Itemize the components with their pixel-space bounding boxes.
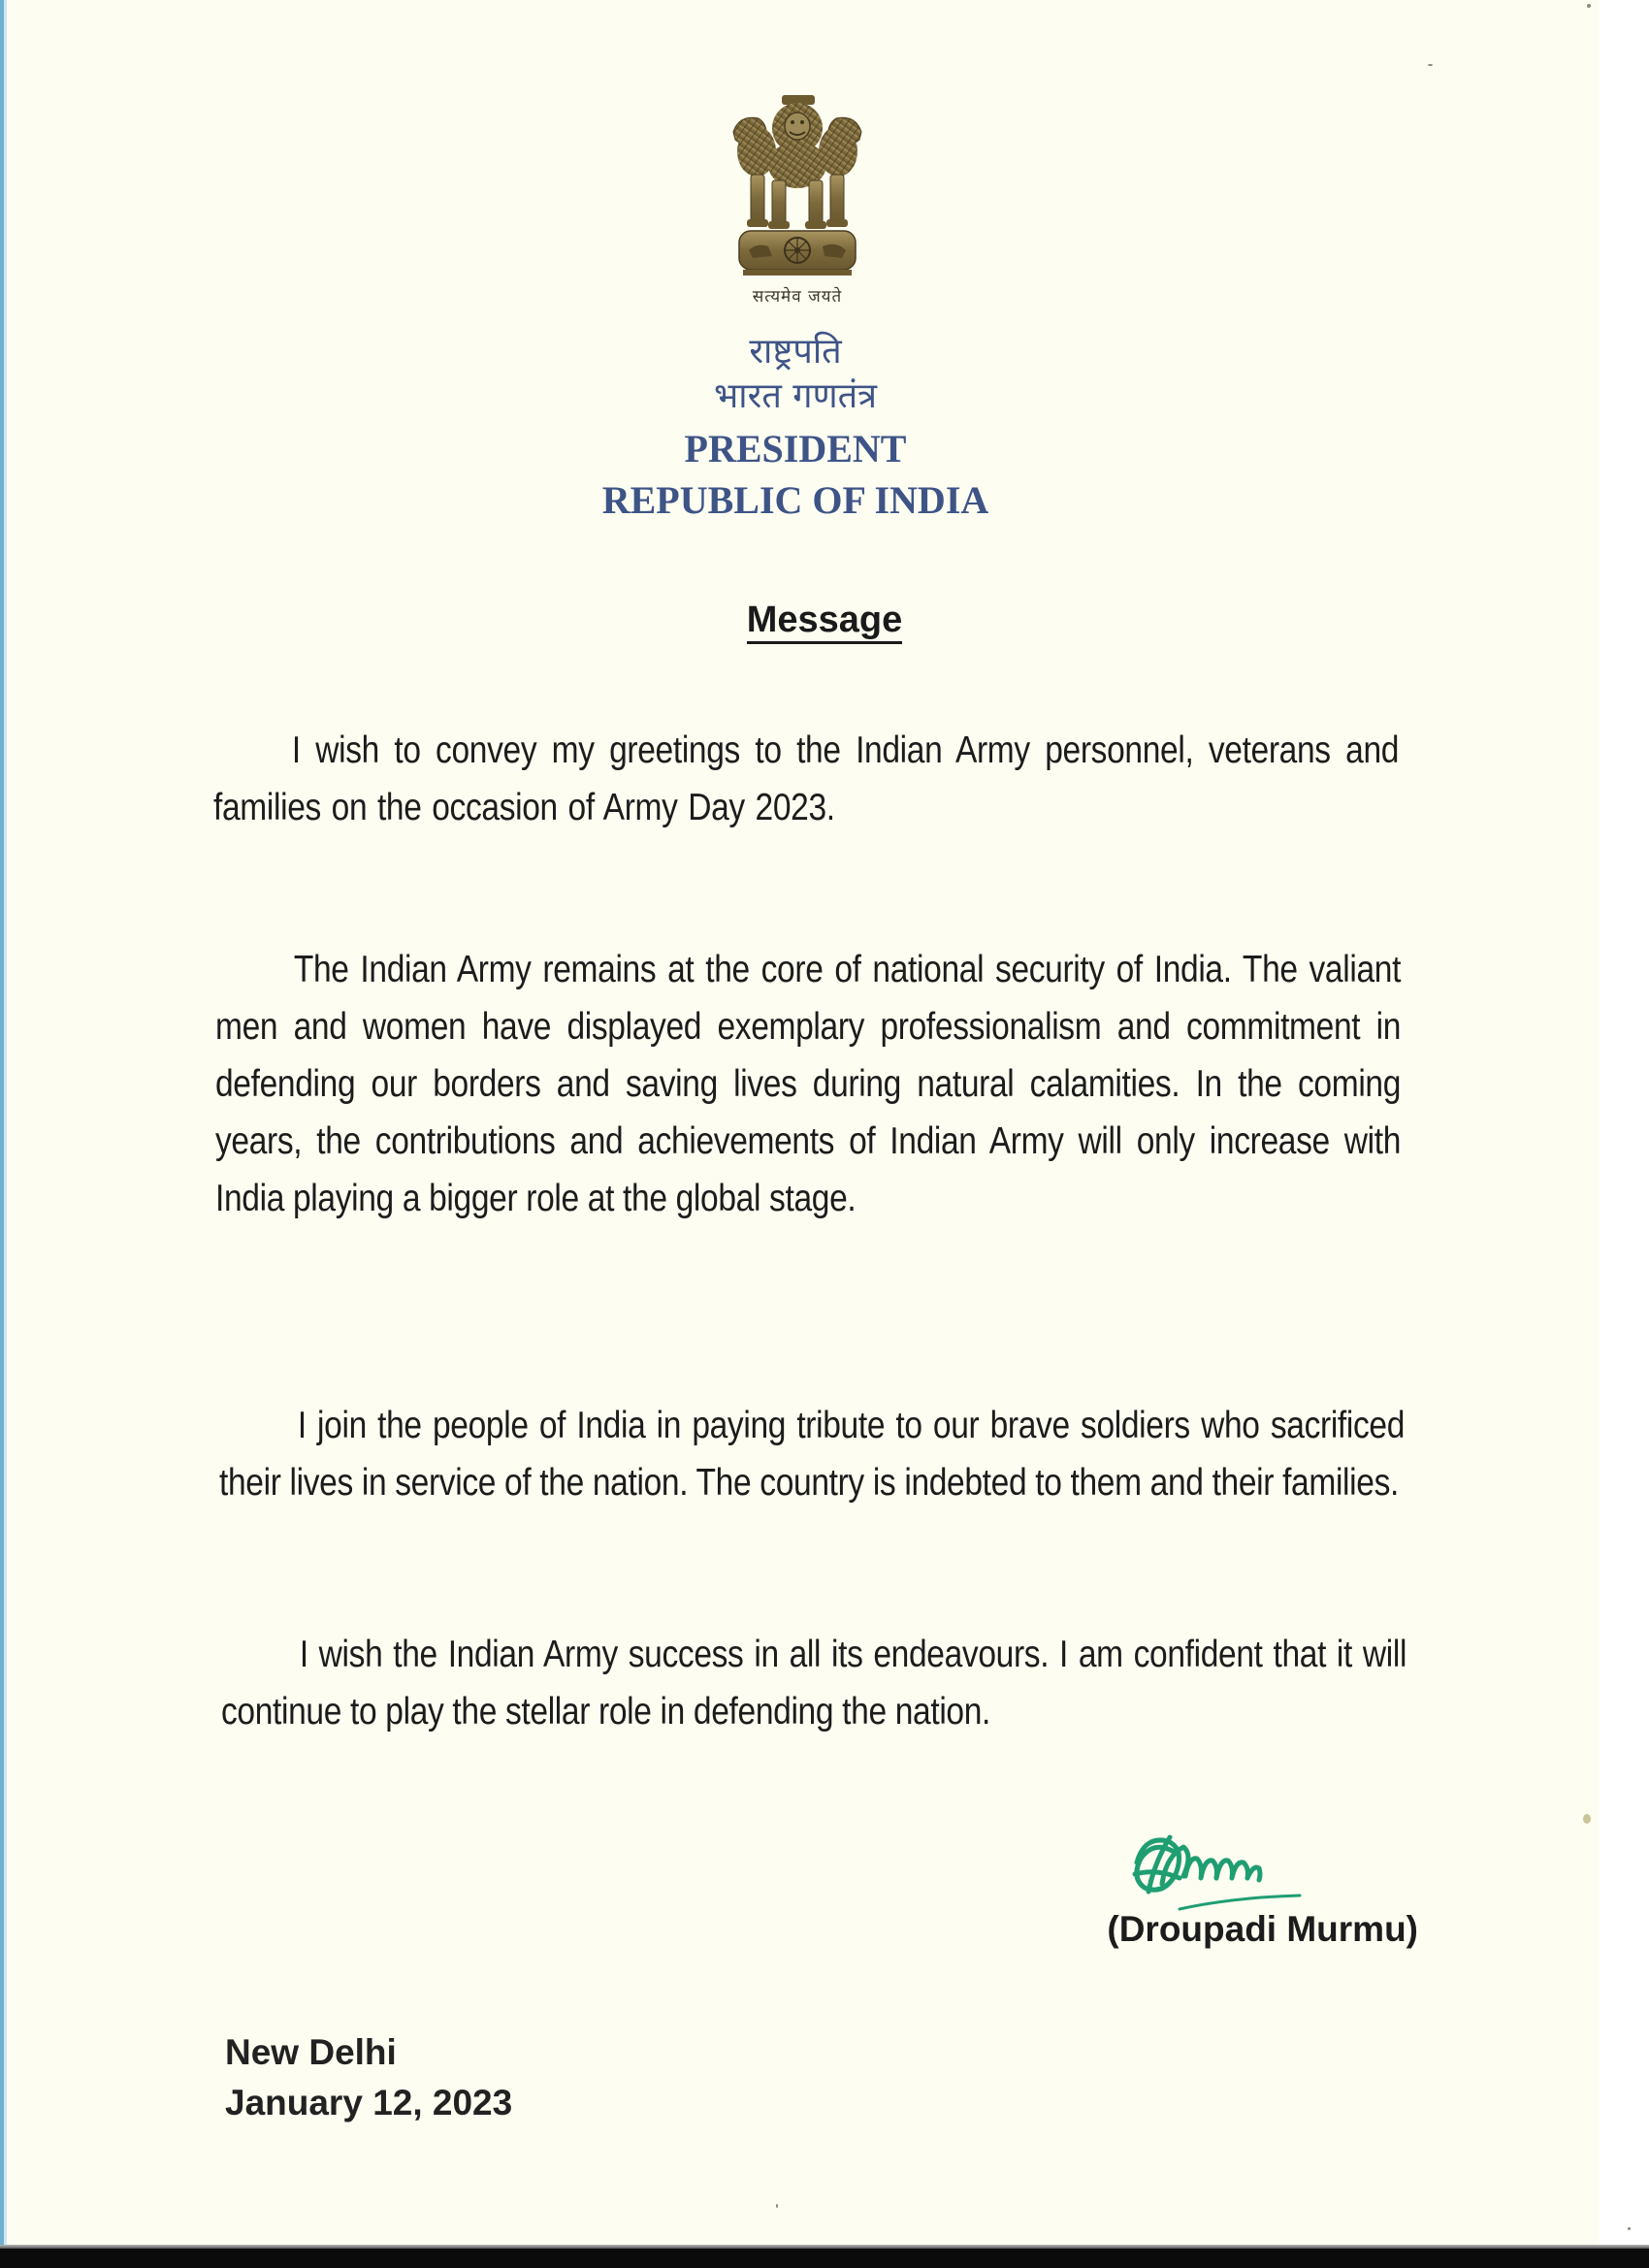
letterhead-hindi-title: राष्ट्रपति — [749, 332, 842, 372]
message-title — [679, 599, 970, 641]
scan-speck — [1583, 1814, 1591, 1824]
scan-margin-right — [1599, 0, 1649, 2249]
paragraph-1: I wish to convey my greetings to the Indian Army personnel, veterans and families on the occasion of Army Day 2023. — [213, 729, 1400, 828]
scanner-background — [0, 2249, 1649, 2268]
message-title-text: Message — [747, 599, 903, 644]
letterhead-hindi-subtitle: भारत गणतंत्र — [713, 376, 877, 416]
scan-speck — [1587, 4, 1591, 8]
letterhead-subtitle: REPUBLIC OF INDIA — [601, 478, 989, 522]
letterhead — [485, 330, 1106, 526]
scan-speck — [1628, 2227, 1631, 2230]
place-date-block — [225, 2027, 512, 2128]
emblem-motto: सत्यमेव जयते — [752, 287, 843, 307]
signatory-name: (Droupadi Murmu) — [1107, 1909, 1418, 1949]
paragraph-3: I join the people of India in paying tribute to our brave soldiers who sacrificed their lives in service of the nation. The country is indebted to them and their families. — [219, 1405, 1406, 1504]
paragraph-4: I wish the Indian Army success in all its endeavours. I am confident that it will continue to play the stellar role in defending the nation. — [221, 1634, 1407, 1733]
paragraph-2: The Indian Army remains at the core of national security of India. The valiant men and women have displayed exemplary professionalism and commitment in defending our borders and saving lives during natural calamities. In the coming years, the contributions and achievements of Indian Army will only increase with India playing a bigger role at the global stage. — [215, 949, 1402, 1219]
scan-edge-left-highlight — [4, 0, 7, 2249]
state-emblem-icon — [726, 93, 869, 307]
place: New Delhi — [225, 2032, 397, 2072]
date: January 12, 2023 — [225, 2083, 513, 2122]
scan-speck — [1428, 64, 1433, 66]
letterhead-title: PRESIDENT — [684, 427, 907, 470]
scan-speck — [776, 2204, 778, 2208]
